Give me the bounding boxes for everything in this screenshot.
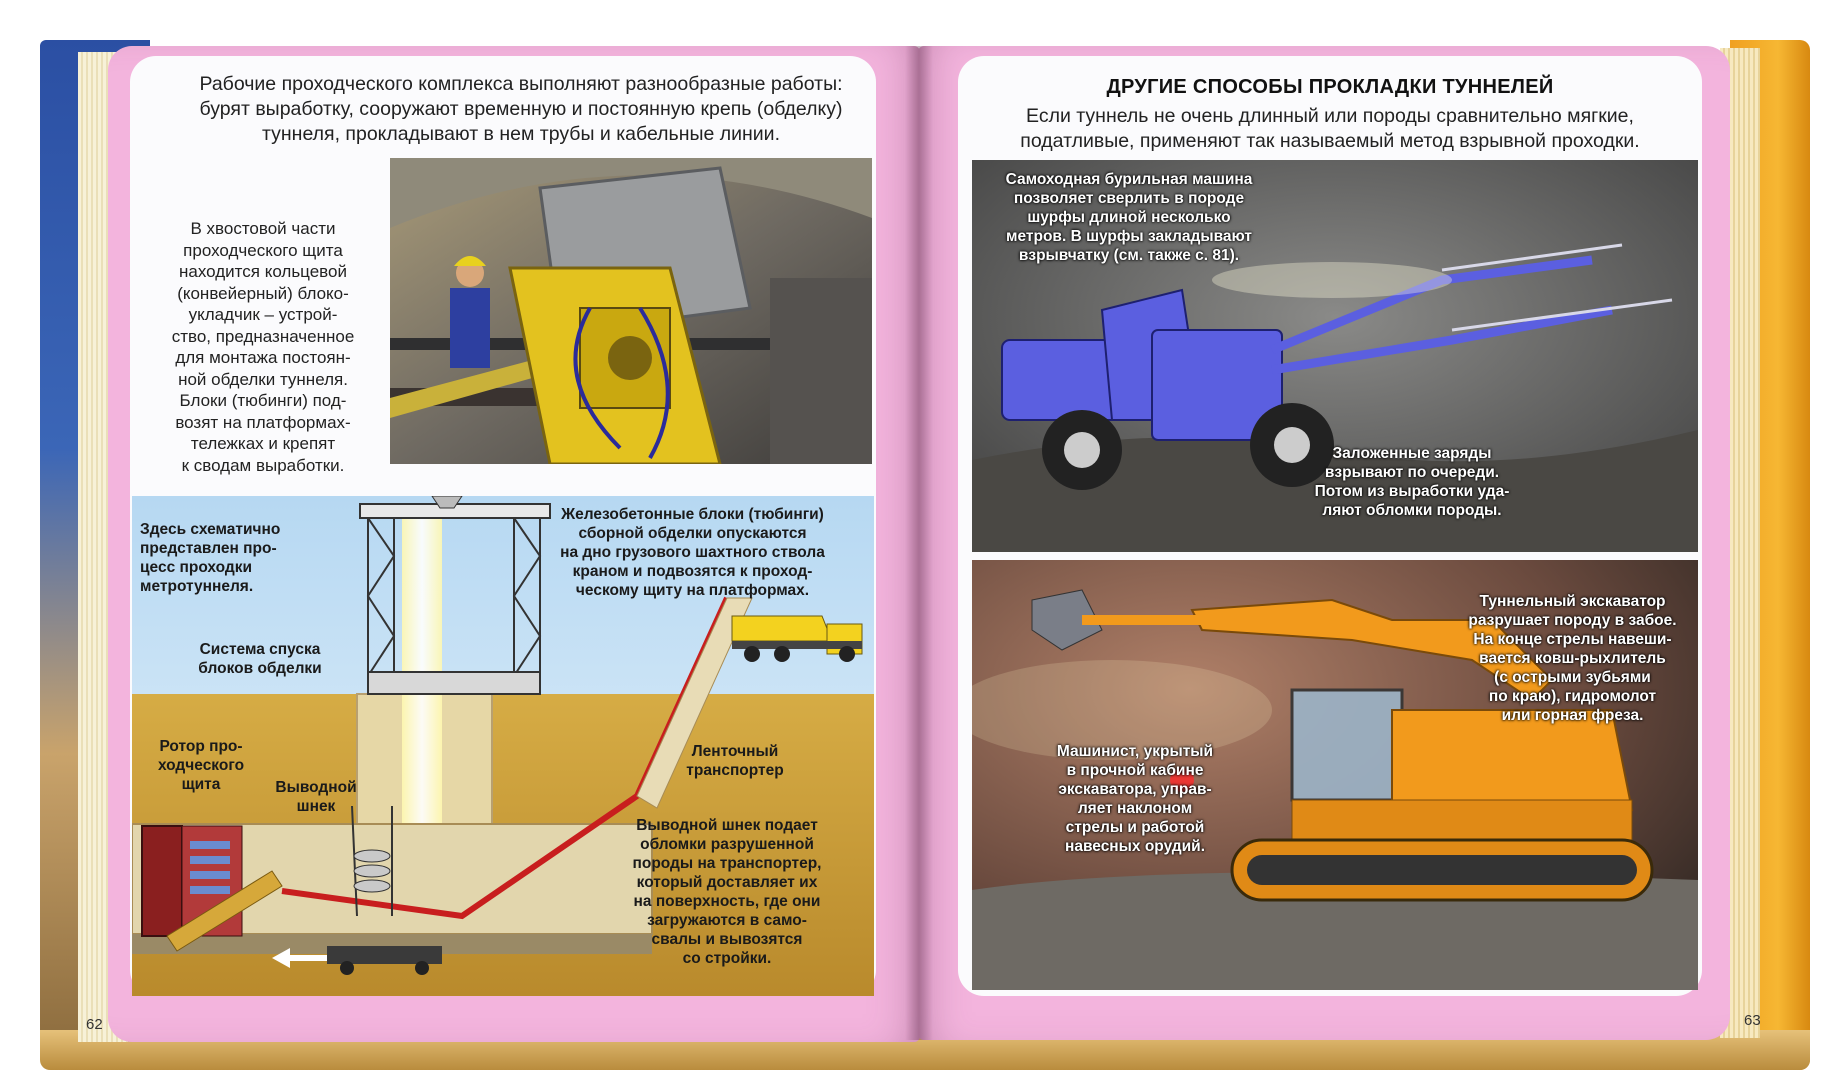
tunnel-shield-illustration	[390, 158, 872, 464]
excavator-caption: Туннельный экскаватор разрушает породу в забое. На конце стрелы навеши- вается ковш-рыхлитель (с острыми зубьями по краю), гидромолот или горная фреза.	[1468, 593, 1677, 724]
page-number-right: 63	[1744, 1012, 1761, 1029]
label-conveyor: Ленточный транспортер	[686, 743, 784, 779]
worker-figure	[450, 288, 490, 368]
label-screw-description: Выводной шнек подает обломки разрушенной породы на транспортер, который доставляет их на поверхность, где они загружаются в само- свалы и вывозятся со стройки.	[632, 817, 822, 967]
charges-caption: Заложенные заряды взрывают по очереди. Потом из выработки уда- ляют обломки породы.	[1314, 445, 1510, 519]
blockloader-caption: В хвостовой части проходческого щита находится кольцевой (конвейерный) блоко- укладчик – устрой- ство, предназначенное для монтажа постоян- ной обделки туннеля. Блоки (тюбинги) под- возят на платформах- тележках и крепят к сводам выработки.	[171, 219, 355, 475]
page-number-left: 62	[86, 1016, 103, 1033]
book-gutter	[905, 46, 933, 1040]
left-intro-text: Рабочие проходческого комплекса выполняют разнообразные работы: бурят выработку, сооружают временную и постоянную крепь (обделку) туннеля, прокладывают в нем трубы и кабельные линии.	[199, 73, 843, 145]
drill-caption: Самоходная бурильная машина позволяет сверлить в породе шурфы длиной несколько метров. В шурфы закладывают взрывчатку (см. также с. 81).	[1005, 171, 1253, 264]
label-block-lowering-system: Система спуска блоков обделки	[198, 641, 322, 677]
label-screw: Выводной шнек	[275, 779, 357, 815]
right-intro-text: Если туннель не очень длинный или породы сравнительно мягкие, податливые, применяют так называемый метод взрывной проходки.	[1020, 105, 1640, 152]
label-rotor: Ротор про- ходческого щита	[157, 738, 245, 793]
label-concrete-blocks: Железобетонные блоки (тюбинги) сборной обделки опускаются на дно грузового шахтного ствола краном и подвозятся к проход- ческому щиту на платформах.	[560, 506, 825, 599]
section-heading: ДРУГИЕ СПОСОБЫ ПРОКЛАДКИ ТУННЕЛЕЙ	[1106, 76, 1554, 98]
label-schematic: Здесь схематично представлен про- цесс проходки метротуннеля.	[140, 521, 281, 595]
operator-caption: Машинист, укрытый в прочной кабине экскаватора, управ- ляет наклоном стрелы и работой навесных орудий.	[1056, 743, 1214, 855]
